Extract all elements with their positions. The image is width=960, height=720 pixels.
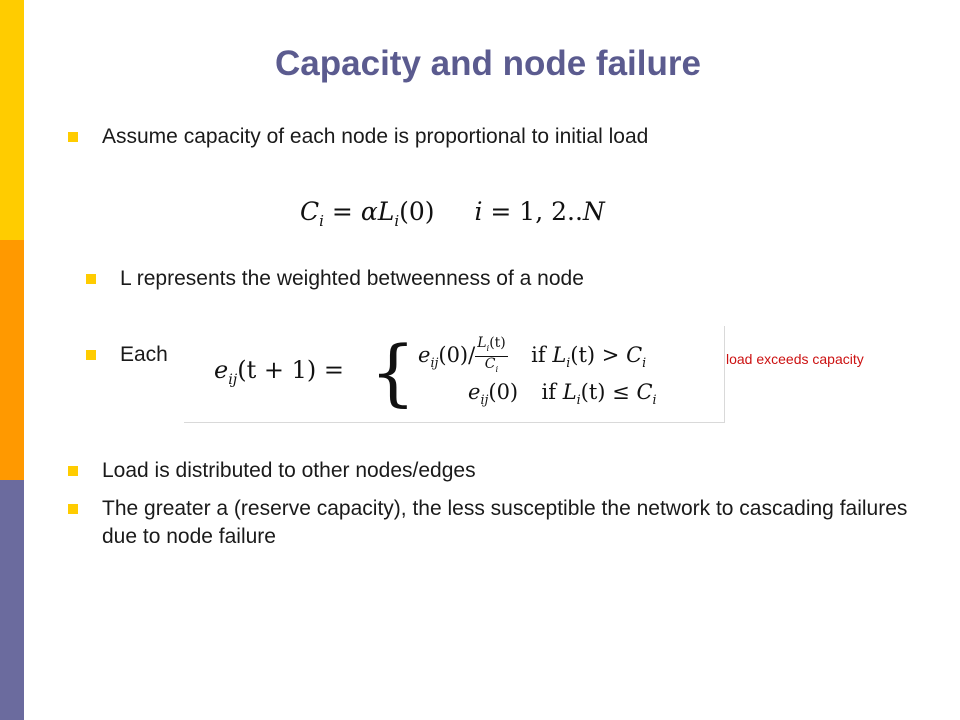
bullet-weighted-betweenness bbox=[86, 265, 846, 293]
bullet-square-icon bbox=[86, 274, 96, 284]
slide-title: Capacity and node failure bbox=[275, 44, 701, 83]
bullet-text: Load is distributed to other nodes/edges bbox=[102, 459, 476, 482]
edge-weight-formula-box bbox=[184, 326, 725, 423]
accent-bar-yellow bbox=[0, 0, 24, 240]
capacity-formula: $C_i = \alpha L_i(0) i = 1$, 2..N bbox=[300, 197, 605, 230]
edge-weight-formula-lhs: $e_{ij}(t + 1)$ = bbox=[214, 356, 345, 388]
bullet-square-icon bbox=[86, 350, 96, 360]
accent-bar-orange bbox=[0, 240, 24, 480]
accent-bar-purple bbox=[0, 480, 24, 720]
bullet-square-icon bbox=[68, 504, 78, 514]
bullet-square-icon bbox=[68, 466, 78, 476]
formula-case-2: $e_{ij}(0)$ if $L_i(t) \le C_i$ bbox=[468, 380, 657, 408]
formula-case-1: $e_{ij}(0)/$ $\frac{L_i(t)}{C_i}$ if $L_i(t) > C_i$ bbox=[418, 335, 647, 374]
load-exceeds-capacity-note: load exceeds capacity bbox=[726, 351, 864, 367]
bullet-capacity-assumption bbox=[68, 123, 928, 151]
bullet-text: Each bbox=[120, 343, 168, 366]
bullet-text: Assume capacity of each node is proportional to initial load bbox=[102, 125, 649, 148]
bullet-text: L represents the weighted betweenness of a node bbox=[120, 267, 584, 290]
bullet-text: The greater a (reserve capacity), the less susceptible the network to cascading failures due to node failure bbox=[102, 497, 908, 548]
bullet-load-distribution bbox=[68, 457, 928, 485]
bullet-square-icon bbox=[68, 132, 78, 142]
left-brace: { bbox=[370, 330, 416, 414]
bullet-reserve-capacity bbox=[68, 495, 918, 551]
